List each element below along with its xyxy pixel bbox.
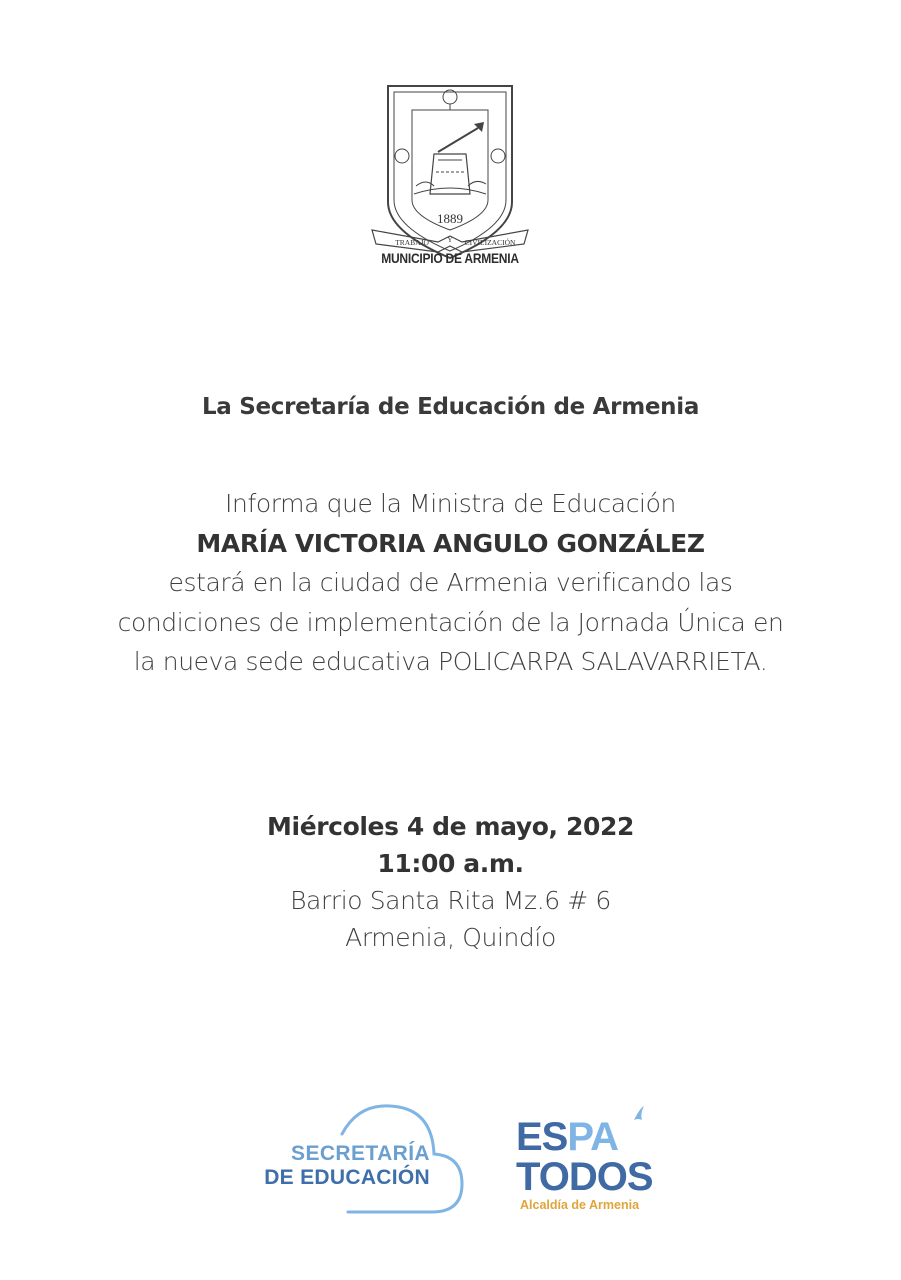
brand-alcaldia: Alcaldía de Armenia — [520, 1198, 640, 1212]
event-address: Barrio Santa Rita Mz.6 # 6 — [290, 886, 611, 915]
brand-todos: TODOS — [516, 1155, 653, 1199]
event-date: Miércoles 4 de mayo, 2022 — [267, 812, 634, 841]
minister-name: MARÍA VICTORIA ANGULO GONZÁLEZ — [196, 528, 705, 558]
crest-motto-left: TRABAJO — [395, 238, 429, 247]
crest-year: 1889 — [437, 211, 463, 226]
crest-caption: MUNICIPIO DE ARMENIA — [381, 250, 519, 266]
event-city: Armenia, Quindío — [345, 923, 556, 952]
announcement-line-1: Informa que la Ministra de Educación — [225, 489, 676, 518]
crest-motto-mid: Y — [447, 235, 453, 244]
page-heading: La Secretaría de Educación de Armenia — [201, 394, 700, 420]
event-details — [0, 808, 901, 956]
brand-es: ES — [516, 1115, 568, 1159]
announcement-line-5: la nueva sede educativa POLICARPA SALAVARRIETA. — [133, 647, 768, 676]
announcement-line-4: condiciones de implementación de la Jornada Única en — [117, 607, 784, 637]
municipio-crest-icon — [368, 82, 532, 272]
event-time: 11:00 a.m. — [377, 849, 524, 878]
crest-motto-right: CIVILIZACIÓN — [464, 238, 516, 247]
announcement-line-3: estará en la ciudad de Armenia verificando las — [168, 568, 733, 597]
announcement-text — [40, 484, 861, 682]
brand-pa: PA — [567, 1115, 618, 1159]
secretaria-line-2: DE EDUCACIÓN — [264, 1166, 430, 1189]
secretaria-educacion-logo-text — [240, 1142, 430, 1190]
secretaria-line-1: SECRETARÍA — [291, 1142, 430, 1165]
brand-espa — [516, 1115, 618, 1159]
